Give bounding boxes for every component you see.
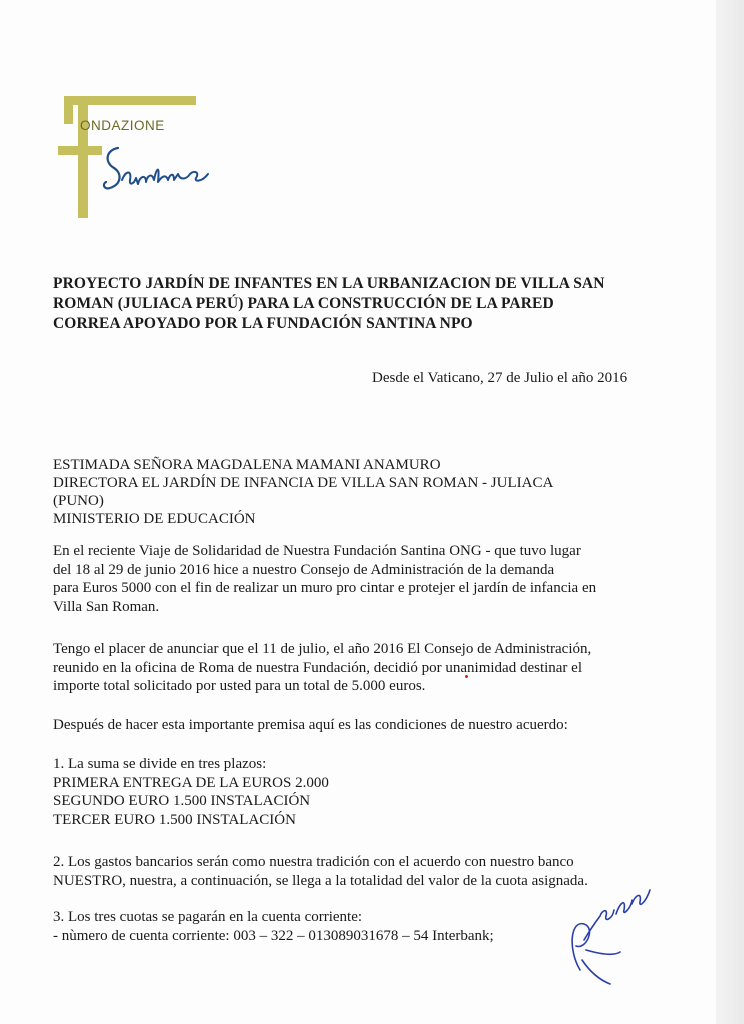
paragraph-line: reunido en la oficina de Roma de nuestra Fundación, decidió por unanimidad destinar el [53,659,583,676]
paragraph-line: En el reciente Viaje de Solidaridad de Nuestra Fundación Santina ONG - que tuvo lugar [53,543,581,559]
addressee-line: (PUNO) [53,493,104,509]
addressee-block [53,456,553,528]
paragraph-trip [53,542,663,616]
paragraph-line: SEGUNDO EURO 1.500 INSTALACIÓN [53,793,311,809]
addressee-line: DIRECTORA EL JARDÍN DE INFANCIA DE VILLA SAN ROMAN - JULIACA [53,475,554,491]
paragraph-installments [53,755,663,829]
paragraph-line: para Euros 5000 con el fin de realizar un muro pro cintar e protejer el jardín de infancia en [53,580,597,596]
paragraph-line: 2. Los gastos bancarios serán como nuestra tradición con el acuerdo con nuestro banco [53,854,574,870]
title-line: PROYECTO JARDÍN DE INFANTES EN LA URBANIZACION DE VILLA SAN [53,275,605,292]
logo-left-stub [64,96,73,124]
paragraph-line: - nùmero de cuenta corriente: 003 – 322 – 013089031678 – 54 Interbank; [53,927,494,944]
logo-cross-bar [58,146,102,155]
paragraph-line: NUESTRO, nuestra, a continuación, se llega a la totalidad del valor de la cuota asignada. [53,872,588,889]
page-edge-shadow [716,0,744,1024]
paragraph-announcement [53,640,663,696]
paragraph-line: PRIMERA ENTREGA DE LA EUROS 2.000 [53,774,329,791]
paragraph-line: del 18 al 29 de junio 2016 hice a nuestro Consejo de Administración de la demanda [53,561,555,578]
title-line: CORREA APOYADO POR LA FUNDACIÓN SANTINA NPO [53,315,473,332]
santina-script-logo [100,140,220,200]
paragraph-line: 1. La suma se divide en tres plazos: [53,756,267,772]
title-line: ROMAN (JULIACA PERÚ) PARA LA CONSTRUCCIÓN DE LA PARED [53,295,554,312]
paragraph-line: Villa San Roman. [53,598,160,615]
addressee-line: MINISTERIO DE EDUCACIÓN [53,511,256,527]
date-line: Desde el Vaticano, 27 de Julio el año 2016 [372,370,628,386]
paragraph-line: importe total solicitado por usted para un total de 5.000 euros. [53,678,426,694]
paragraph-line: TERCER EURO 1.500 INSTALACIÓN [53,811,296,828]
logo-vertical-bar [78,96,88,218]
paragraph-premise: Después de hacer esta importante premisa aquí es las condiciones de nuestro acuerdo: [53,717,568,733]
paragraph-line: 3. Los tres cuotas se pagarán en la cuenta corriente: [53,909,363,925]
addressee-line: ESTIMADA SEÑORA MAGDALENA MAMANI ANAMURO [53,457,441,473]
paragraph-line: Tengo el placer de anunciar que el 11 de julio, el año 2016 El Consejo de Administración, [53,641,592,657]
red-mark [465,675,468,678]
logo-org-word: ONDAZIONE [80,118,165,133]
letter-title [53,274,653,334]
handwritten-signature [560,880,660,990]
